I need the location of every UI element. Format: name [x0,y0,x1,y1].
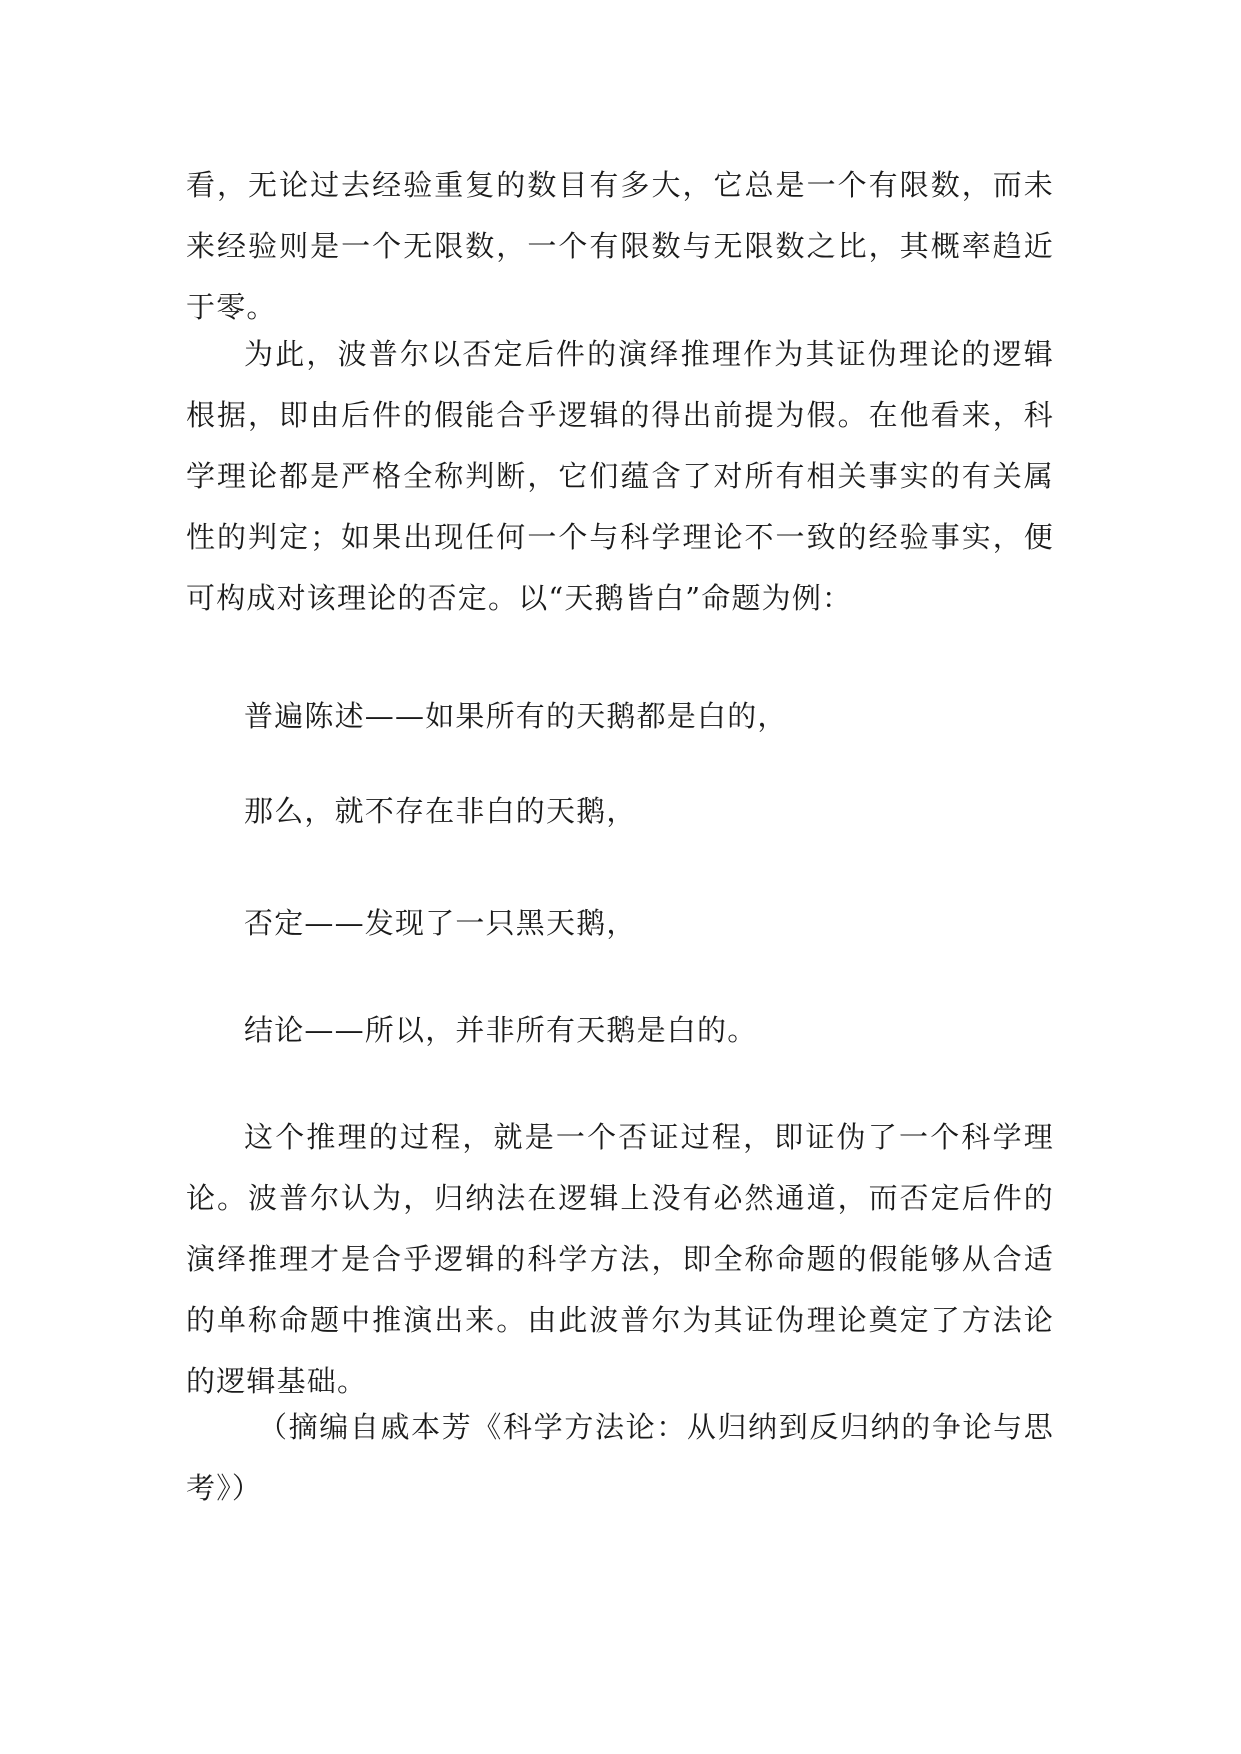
source-citation: （摘编自戚本芳《科学方法论：从归纳到反归纳的争论与思考》） [186,1410,1054,1505]
paragraph-probability: 看，无论过去经验重复的数目有多大，它总是一个有限数，而未来经验则是一个无限数，一个有限数与无限数之比，其概率趋近于零。 [186,168,1054,324]
example-negation: 否定——发现了一只黑天鹅， [244,906,637,940]
paragraph-falsification-process: 这个推理的过程，就是一个否证过程，即证伪了一个科学理论。波普尔认为，归纳法在逻辑上没有必然通道，而否定后件的演绎推理才是合乎逻辑的科学方法，即全称命题的假能够从合适的单称命题中推演出来。由此波普尔为其证伪理论奠定了方法论的逻辑基础。 [186,1120,1054,1398]
example-implication: 那么，就不存在非白的天鹅， [244,794,637,828]
paragraph-falsification-basis: 为此，波普尔以否定后件的演绎推理作为其证伪理论的逻辑根据，即由后件的假能合乎逻辑的得出前提为假。在他看来，科学理论都是严格全称判断，它们蕴含了对所有相关事实的有关属性的判定；如果出现任何一个与科学理论不一致的经验事实，便可构成对该理论的否定。以“天鹅皆白”命题为例： [186,337,1054,615]
example-conclusion: 结论——所以，并非所有天鹅是白的。 [244,1013,758,1047]
example-universal-statement: 普遍陈述——如果所有的天鹅都是白的， [244,699,788,733]
